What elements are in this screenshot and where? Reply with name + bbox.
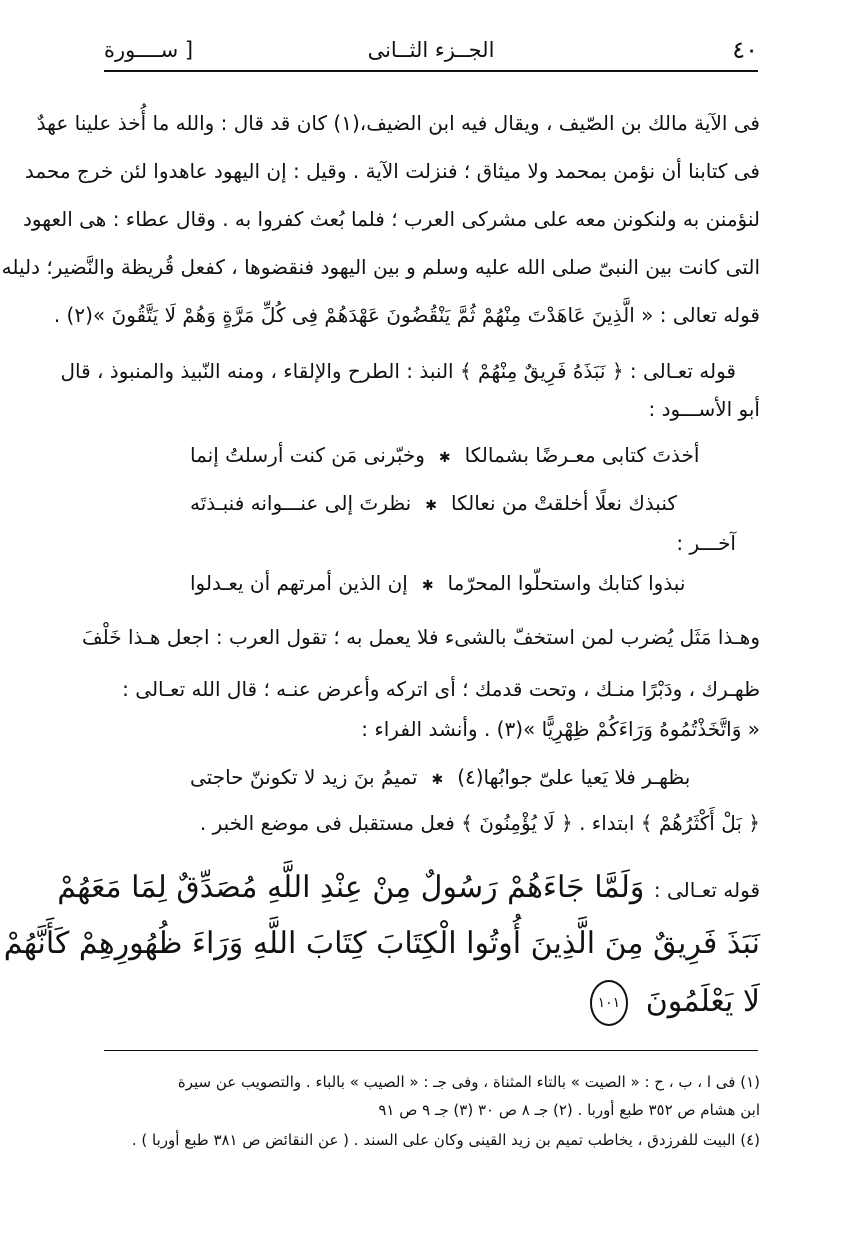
- star-separator-icon: ✱: [421, 578, 434, 594]
- footnote-line: ابن هشام ص ٣٥٢ طبع أوربا . (٢) جـ ٨ ص ٣٠ (٣) جـ ٩ ص ٩١: [378, 1101, 760, 1119]
- verse-hemistich-left: كنبذك نعلًا أخلقتْ من نعالكا: [450, 491, 677, 515]
- body-line: ظهـرك ، ودَبْرًا منـك ، وتحت قدمك ؛ أى اتركه وأعرض عنـه ؛ قال الله تعـالى :: [122, 677, 760, 701]
- header-rule: [104, 70, 758, 72]
- quran-verse-line: [57, 868, 760, 910]
- star-separator-icon: ✱: [438, 450, 451, 466]
- body-line: قوله تعـالى : ﴿ نَبَذَهُ فَرِيقٌ مِنْهُمْ ﴾ النبذ : الطرح والإلقاء ، ومنه النّبيذ والمنبوذ ، قال: [60, 359, 736, 383]
- star-separator-icon: ✱: [425, 498, 437, 514]
- verse-hemistich-left: بظهـر فلا يَعيا علىّ جوابُها(٤): [457, 765, 691, 789]
- body-line: التى كانت بين النبىّ صلى الله عليه وسلم و بين اليهود فنقضوها ، كفعل قُريظة والنَّضير؛ دليله: [1, 255, 760, 279]
- poem-verse: [190, 490, 710, 519]
- body-line: أبو الأســـود :: [648, 397, 760, 421]
- poem-verse: [190, 764, 710, 793]
- verse-hemistich-right: وخبّرنى مَن كنت أرسلتُ إنما: [190, 443, 425, 467]
- quran-text: لَا يَعْلَمُونَ: [645, 984, 760, 1019]
- part-title: الجــزء الثــانى: [367, 38, 495, 62]
- quran-verse-line: [100, 980, 760, 1026]
- quran-verse-line: نَبَذَ فَرِيقٌ مِنَ الَّذِينَ أُوتُوا الْكِتَابَ كِتَابَ اللَّهِ وَرَاءَ ظُهُورِهِمْ كَأَنَّهُمْ: [3, 926, 760, 961]
- body-line: فى الآية مالك بن الصّيف ، ويقال فيه ابن الضيف،(١) كان قد قال : والله ما أُخذ علينا عهدٌ: [36, 111, 760, 135]
- verse-hemistich-right: نظرتَ إلى عنـــوانه فنبـذتَه: [190, 491, 412, 515]
- quran-intro: قوله تعـالى :: [653, 878, 760, 902]
- surah-label: [ ســــورة: [104, 38, 194, 62]
- quran-text: وَلَمَّا جَاءَهُمْ رَسُولٌ مِنْ عِنْدِ اللَّهِ مُصَدِّقٌ لِمَا مَعَهُمْ: [57, 870, 645, 905]
- footnote-line: (٤) البيت للفرزدق ، يخاطب تميم بن زيد القينى وكان على السند . ( عن النقائض ص ٣٨١ طبع أوربا ) .: [131, 1131, 760, 1149]
- body-line: وهـذا مَثَل يُضرب لمن استخفّ بالشىء فلا يعمل به ؛ تقول العرب : اجعل هـذا خَلْفَ: [81, 625, 760, 649]
- page-header: [104, 36, 758, 68]
- verse-hemistich-right: إن الذين أمرتهم أن يعـدلوا: [190, 571, 408, 595]
- verse-hemistich-left: نبذوا كتابك واستحلّوا المحرّما: [447, 571, 686, 595]
- footnote-rule: [104, 1050, 758, 1051]
- star-separator-icon: ✱: [431, 772, 444, 788]
- verse-hemistich-left: أخذتَ كتابى معـرضًا بشمالكا: [464, 443, 700, 467]
- poem-verse: [190, 442, 710, 471]
- body-line: قوله تعالى : « الَّذِينَ عَاهَدْتَ مِنْهُمْ ثُمَّ يَنْقُضُونَ عَهْدَهُمْ فِى كُلِّ مَرَّةٍ وَهُمْ لَا يَتَّقُونَ »(٢) .: [53, 303, 760, 327]
- ayah-number-badge: ١٠١: [590, 980, 629, 1026]
- page-number: ٤٠: [732, 36, 758, 64]
- body-line: لنؤمنن به ولنكونن معه على مشركى العرب ؛ فلما بُعث كفروا به . وقال عطاء : هى العهود: [23, 207, 760, 231]
- poem-verse: [190, 570, 710, 599]
- other-poet-label: آخـــر :: [676, 531, 736, 555]
- footnote-line: (١) فى ا ، ب ، ح : « الصيت » بالتاء المثناة ، وفى جـ : « الصيب » بالباء . والتصويب عن سيرة: [177, 1073, 760, 1091]
- verse-hemistich-right: تميمُ بنَ زيد لا تكوننّ حاجتى: [190, 765, 418, 789]
- body-line: فى كتابنا أن نؤمن بمحمد ولا ميثاق ؛ فنزلت الآية . وقيل : إن اليهود عاهدوا لئن خرج محمد: [24, 159, 760, 183]
- body-line: ﴿ بَلْ أَكْثَرُهُمْ ﴾ ابتداء . ﴿ لَا يُؤْمِنُونَ ﴾ فعل مستقبل فى موضع الخبر .: [199, 811, 760, 835]
- body-line: « وَاتَّخَذْتُمُوهُ وَرَاءَكُمْ ظِهْرِيًّا »(٣) . وأنشد الفراء :: [361, 717, 760, 741]
